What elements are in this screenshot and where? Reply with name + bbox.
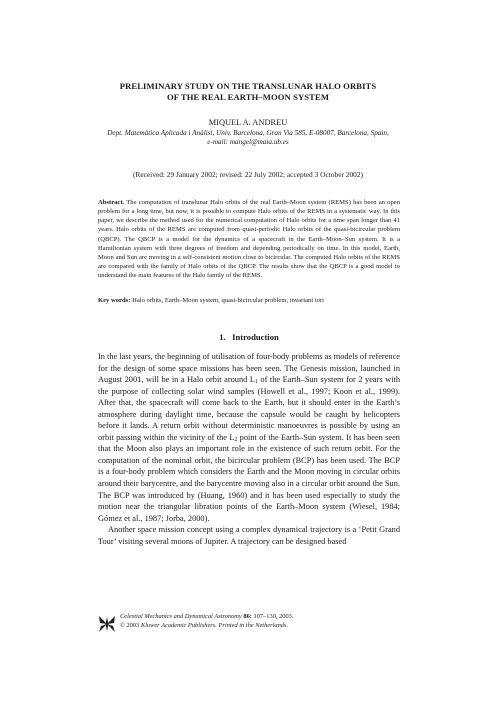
publication-footer — [98, 613, 400, 637]
journal-name: Celestial Mechanics and Dynamical Astronomy — [120, 613, 242, 620]
section-number: 1. — [219, 332, 226, 342]
subscript-1: 1 — [254, 379, 258, 386]
section-heading — [98, 332, 400, 342]
paragraph-2: Another space mission concept using a complex dynamical trajectory is a ‘Petit Grand Tour’ visiting several moons of Jupiter. A trajectory can be designed based — [98, 525, 400, 546]
copyright-line — [120, 622, 400, 631]
affiliation — [70, 129, 426, 148]
subscript-2: 2 — [234, 436, 238, 443]
keywords — [98, 296, 400, 305]
section-title: Introduction — [232, 332, 279, 342]
received-dates: (Received: 29 January 2002; revised: 22 July 2002; accepted 3 October 2002) — [132, 170, 364, 179]
affiliation-email: e-mail: mangel@maia.ub.es — [207, 138, 289, 147]
abstract-label: Abstract. — [98, 199, 125, 206]
copyright-text: Kluwer Academic Publishers. Printed in the Netherlands. — [140, 621, 289, 629]
title-line-1: PRELIMINARY STUDY ON THE TRANSLUNAR HALO ORBITS — [119, 81, 377, 91]
paragraph-1 — [98, 351, 400, 524]
paragraph-1-part-b: of the Earth–Sun system for 2 years with the purpose of collecting solar wind samples (Howell et al., 1997; Koon et al., 1999). After that, the spacecraft will come back to the Earth, but it should enter in the Earth’s atmosphere during daylight time, because the capsule would be caught by helicopters before it lands. A return orbit without deterministic manoeuvres is possible by using an orbit passing within the vicinity of the L — [98, 375, 400, 442]
journal-volume: 86: — [243, 613, 252, 620]
affiliation-line-1: Dept. Matemàtica Aplicada i Anàlisi, Univ. Barcelona, Gran Via 585, E-08007, Barcelona, Spain, — [107, 129, 389, 137]
abstract — [98, 198, 400, 280]
paragraph-1-part-c: point of the Earth–Sun system. It has been seen that the Moon also plays an important role in the existence of such return orbit. For the computation of the nominal orbit, the bicircular problem (BCP) has been used. The BCP is a four-body problem which considers the Earth and the Moon moving in circular orbits around their barycentre, and the barycentre moving also in a circular orbit around the Sun. The BCP was introduced by (Huang, 1960) and it has been used especially to study the motion near the triangular libration points of the Earth–Moon system (Wiesel, 1984; Gómez et al., 1987; Jorba, 2000). — [98, 432, 400, 523]
keywords-text: Halo orbits, Earth–Moon system, quasi-bicircular problem, invariant tori — [132, 297, 324, 304]
footer-text — [120, 613, 400, 630]
title-line-2: OF THE REAL EARTH–MOON SYSTEM — [166, 92, 330, 102]
kluwer-logo-icon — [98, 614, 116, 634]
journal-pages: 107–130, 2003. — [253, 613, 294, 620]
abstract-text: The computation of translunar Halo orbits of the real Earth–Moon system (REMS) has been an open problem for a long time, but now, it is possible to compute Halo orbits of the REMS in a systematic way. In this paper, we describe the method used for the numerical computation of Halo orbits for a time span longer than 41 years. Halo orbits of the REMS are computed from quasi-periodic Halo orbits of the quasi-bicircular problem (QBCP). The QBCP is a model for the dynamics of a spacecraft in the Earth–Moon–Sun system. It is a Hamiltonian system with three degrees of freedom and depending periodically on time. In this model, Earth, Moon and Sun are moving in a self-consistent motion close to bicircular. The computed Halo orbits of the REMS are compared with the family of Halo orbits of the QBCP. The results show that the QBCP is a good model to understand the main features of the Halo family of the REMS. — [98, 199, 400, 280]
keywords-label: Key words: — [98, 297, 131, 304]
journal-citation — [120, 613, 400, 622]
author-name: MIQUEL A. ANDREU — [208, 118, 288, 127]
body-text — [98, 351, 400, 547]
copyright-prefix: © 2003 — [120, 621, 140, 629]
paper-title — [60, 81, 436, 103]
paragraph-1-part-a: In the last years, the beginning of utilisation of four-body problems as models of reference for the design of some space missions has been seen. The Genesis mission, launched in August 2001, will be in a Halo orbit around L — [98, 352, 400, 385]
